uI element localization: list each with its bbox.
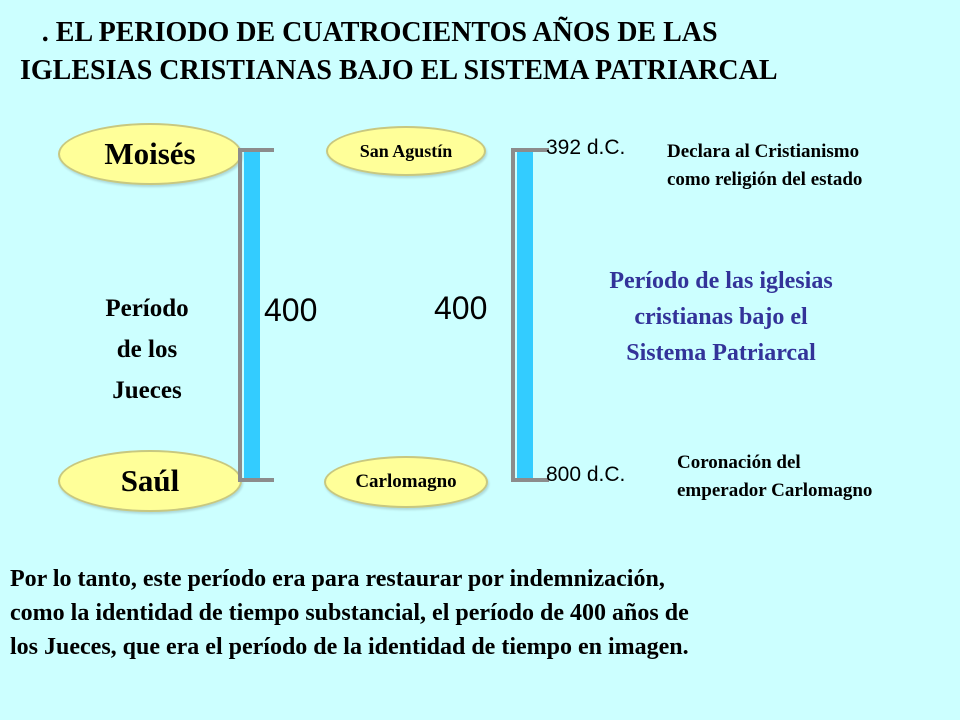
start-date-label: 392 d.C.: [546, 136, 626, 159]
moises-oval: [58, 123, 242, 185]
end-date-label: 800 d.C.: [546, 463, 626, 486]
end-note-line-2: emperador Carlomagno: [677, 480, 873, 501]
saul-oval: [58, 450, 242, 512]
patriarchal-period-line-3: Sistema Patriarcal: [626, 340, 816, 366]
conclusion-line-3: los Jueces, que era el período de la identidad de tiempo en imagen.: [10, 634, 689, 660]
right-bracket-line: [511, 148, 515, 482]
judges-period-label: [82, 288, 212, 411]
san-agustin-oval: [326, 126, 486, 176]
left-bracket-bottom: [238, 478, 274, 482]
left-bracket-line: [238, 148, 242, 482]
conclusion-line-2: como la identidad de tiempo substancial, el período de 400 años de: [10, 600, 689, 626]
right-years-label: 400: [434, 290, 488, 326]
right-period-bar: [517, 152, 533, 478]
title-line-2: IGLESIAS CRISTIANAS BAJO EL SISTEMA PATRIARCAL: [20, 55, 778, 86]
san-agustin-label: San Agustín: [359, 140, 453, 161]
end-note-line-1: Coronación del: [677, 452, 801, 473]
end-date-note: [677, 449, 872, 505]
patriarchal-period-line-2: cristianas bajo el: [634, 304, 808, 330]
patriarchal-period-label: [546, 263, 896, 371]
carlomagno-label: Carlomagno: [355, 471, 457, 492]
right-bracket-bottom: [511, 478, 549, 482]
patriarchal-period-line-1: Período de las iglesias: [609, 268, 833, 294]
left-period-bar: [244, 152, 260, 478]
judges-period-line-2: de los: [116, 336, 178, 363]
judges-period-line-3: Jueces: [112, 377, 182, 404]
left-years-label: 400: [264, 292, 318, 328]
carlomagno-oval: [324, 456, 488, 508]
start-note-line-1: Declara al Cristianismo: [667, 141, 860, 162]
conclusion-paragraph: [10, 562, 950, 664]
start-note-line-2: como religión del estado: [667, 169, 863, 190]
conclusion-line-1: Por lo tanto, este período era para restaurar por indemnización,: [10, 566, 665, 592]
title-line-1:  . EL PERIODO DE CUATROCIENTOS AÑOS DE LAS: [20, 17, 718, 48]
moises-label: Moisés: [104, 136, 196, 171]
start-date-note: [667, 138, 862, 194]
slide-title: [20, 14, 940, 90]
judges-period-line-1: Período: [105, 295, 189, 322]
saul-label: Saúl: [120, 463, 180, 498]
